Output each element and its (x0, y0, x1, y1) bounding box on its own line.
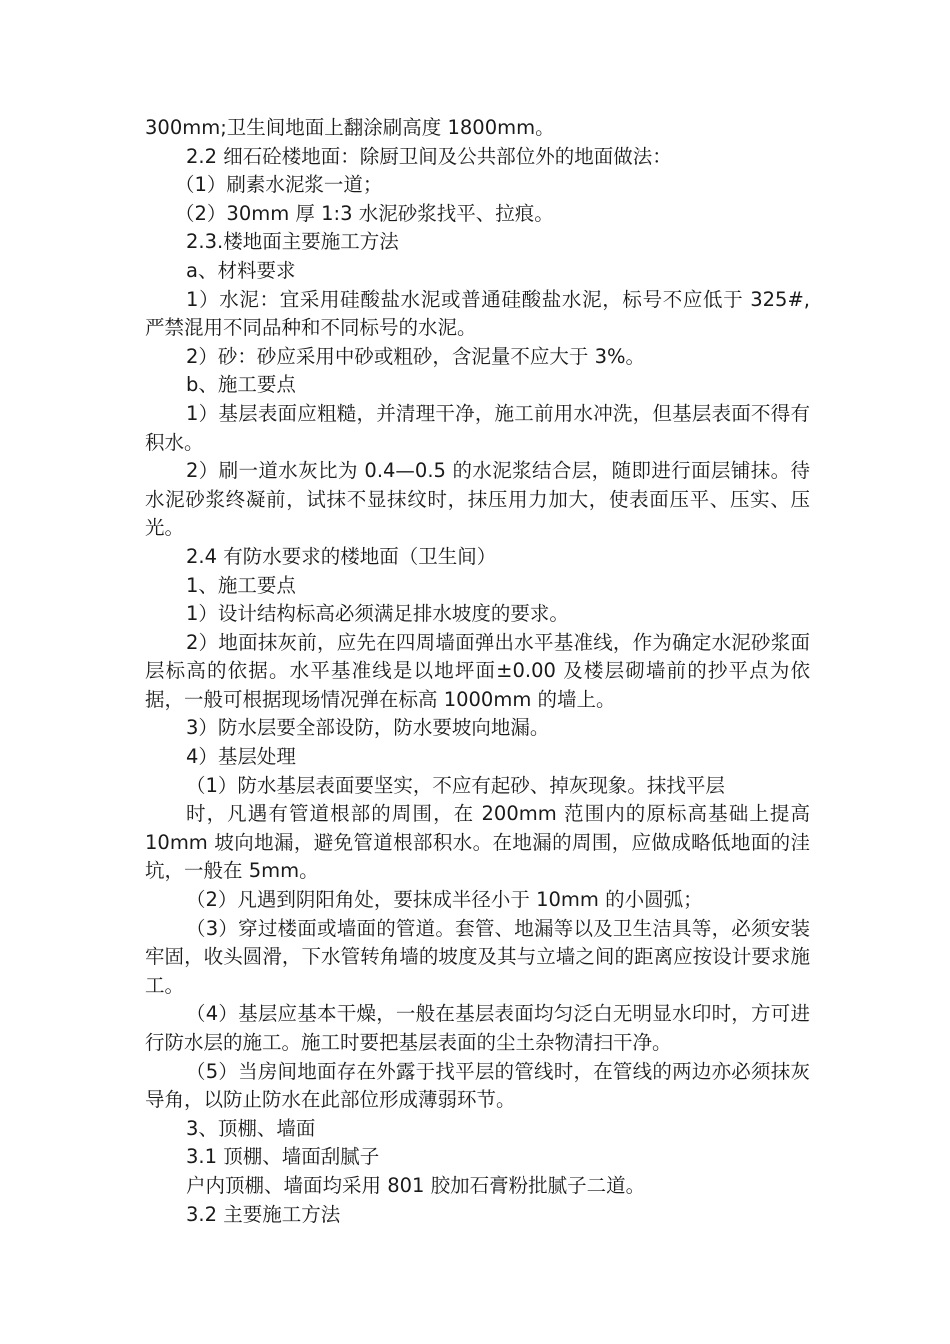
paragraph: 2）砂：砂应采用中砂或粗砂，含泥量不应大于 3%。 (186, 344, 646, 368)
paragraph: 1）基层表面应粗糙，并清理干净，施工前用水冲洗，但基层表面不得有积水。 (145, 401, 810, 454)
paragraph: 1）水泥：宜采用硅酸盐水泥或普通硅酸盐水泥，标号不应低于 325#, 严禁混用不同品种和不同标号的水泥。 (145, 287, 810, 340)
list-item: （2）凡遇到阴阳角处，要抹成半径小于 10mm 的小圆弧； (186, 888, 703, 912)
section-heading-2-3: 2.3.楼地面主要施工方法 (186, 230, 399, 254)
subheading-materials: a、材料要求 (186, 258, 296, 282)
paragraph-continuation: 300mm;卫生间地面上翻涂刷高度 1800mm。 (145, 116, 555, 139)
list-item: （1）刷素水泥浆一道； (175, 173, 383, 197)
subheading-key-points: 1、施工要点 (186, 573, 296, 597)
paragraph: 3）防水层要全部设防，防水要坡向地漏。 (186, 716, 550, 740)
section-heading-2-4: 2.4 有防水要求的楼地面（卫生间） (186, 544, 497, 568)
list-item: （5）当房间地面存在外露于找平层的管线时，在管线的两边亦必须抹灰导角，以防止防水在此部位形成薄弱环节。 (145, 1059, 810, 1112)
paragraph: 2）地面抹灰前，应先在四周墙面弹出水平基准线，作为确定水泥砂浆面层标高的依据。水平基准线是以地坪面±0.00 及楼层砌墙前的抄平点为依据，一般可根据现场情况弹在标高 1000mm 的墙上。 (145, 630, 810, 711)
paragraph: 1）设计结构标高必须满足排水坡度的要求。 (186, 602, 569, 626)
paragraph: 2）刷一道水灰比为 0.4—0.5 的水泥浆结合层，随即进行面层铺抹。待水泥砂浆终凝前，试抹不显抹纹时，抹压用力加大，使表面压平、压实、压光。 (145, 459, 810, 540)
section-heading-3: 3、顶棚、墙面 (186, 1116, 316, 1140)
list-item: （1）防水基层表面要坚实，不应有起砂、掉灰现象。抹找平层 (186, 773, 725, 797)
paragraph: 时，凡遇有管道根部的周围，在 200mm 范围内的原标高基础上提高 10mm 坡向地漏，避免管道根部积水。在地漏的周围，应做成略低地面的洼坑，一般在 5mm。 (145, 802, 810, 883)
paragraph: 4）基层处理 (186, 745, 296, 769)
subheading-key-points: b、施工要点 (186, 373, 296, 397)
paragraph: 户内顶棚、墙面均采用 801 胶加石膏粉批腻子二道。 (186, 1173, 646, 1197)
section-heading-2-2: 2.2 细石砼楼地面：除厨卫间及公共部位外的地面做法： (186, 144, 672, 168)
body-text (145, 114, 810, 1229)
section-heading-3-1: 3.1 顶棚、墙面刮腻子 (186, 1145, 380, 1169)
list-item: （4）基层应基本干燥，一般在基层表面均匀泛白无明显水印时，方可进行防水层的施工。施工时要把基层表面的尘土杂物清扫干净。 (145, 1002, 810, 1054)
section-heading-3-2: 3.2 主要施工方法 (186, 1202, 341, 1226)
list-item: （2）30mm 厚 1:3 水泥砂浆找平、拉痕。 (175, 201, 554, 225)
list-item: （3）穿过楼面或墙面的管道。套管、地漏等以及卫生洁具等，必须安装牢固，收头圆滑，下水管转角墙的坡度及其与立墙之间的距离应按设计要求施工。 (145, 916, 810, 997)
